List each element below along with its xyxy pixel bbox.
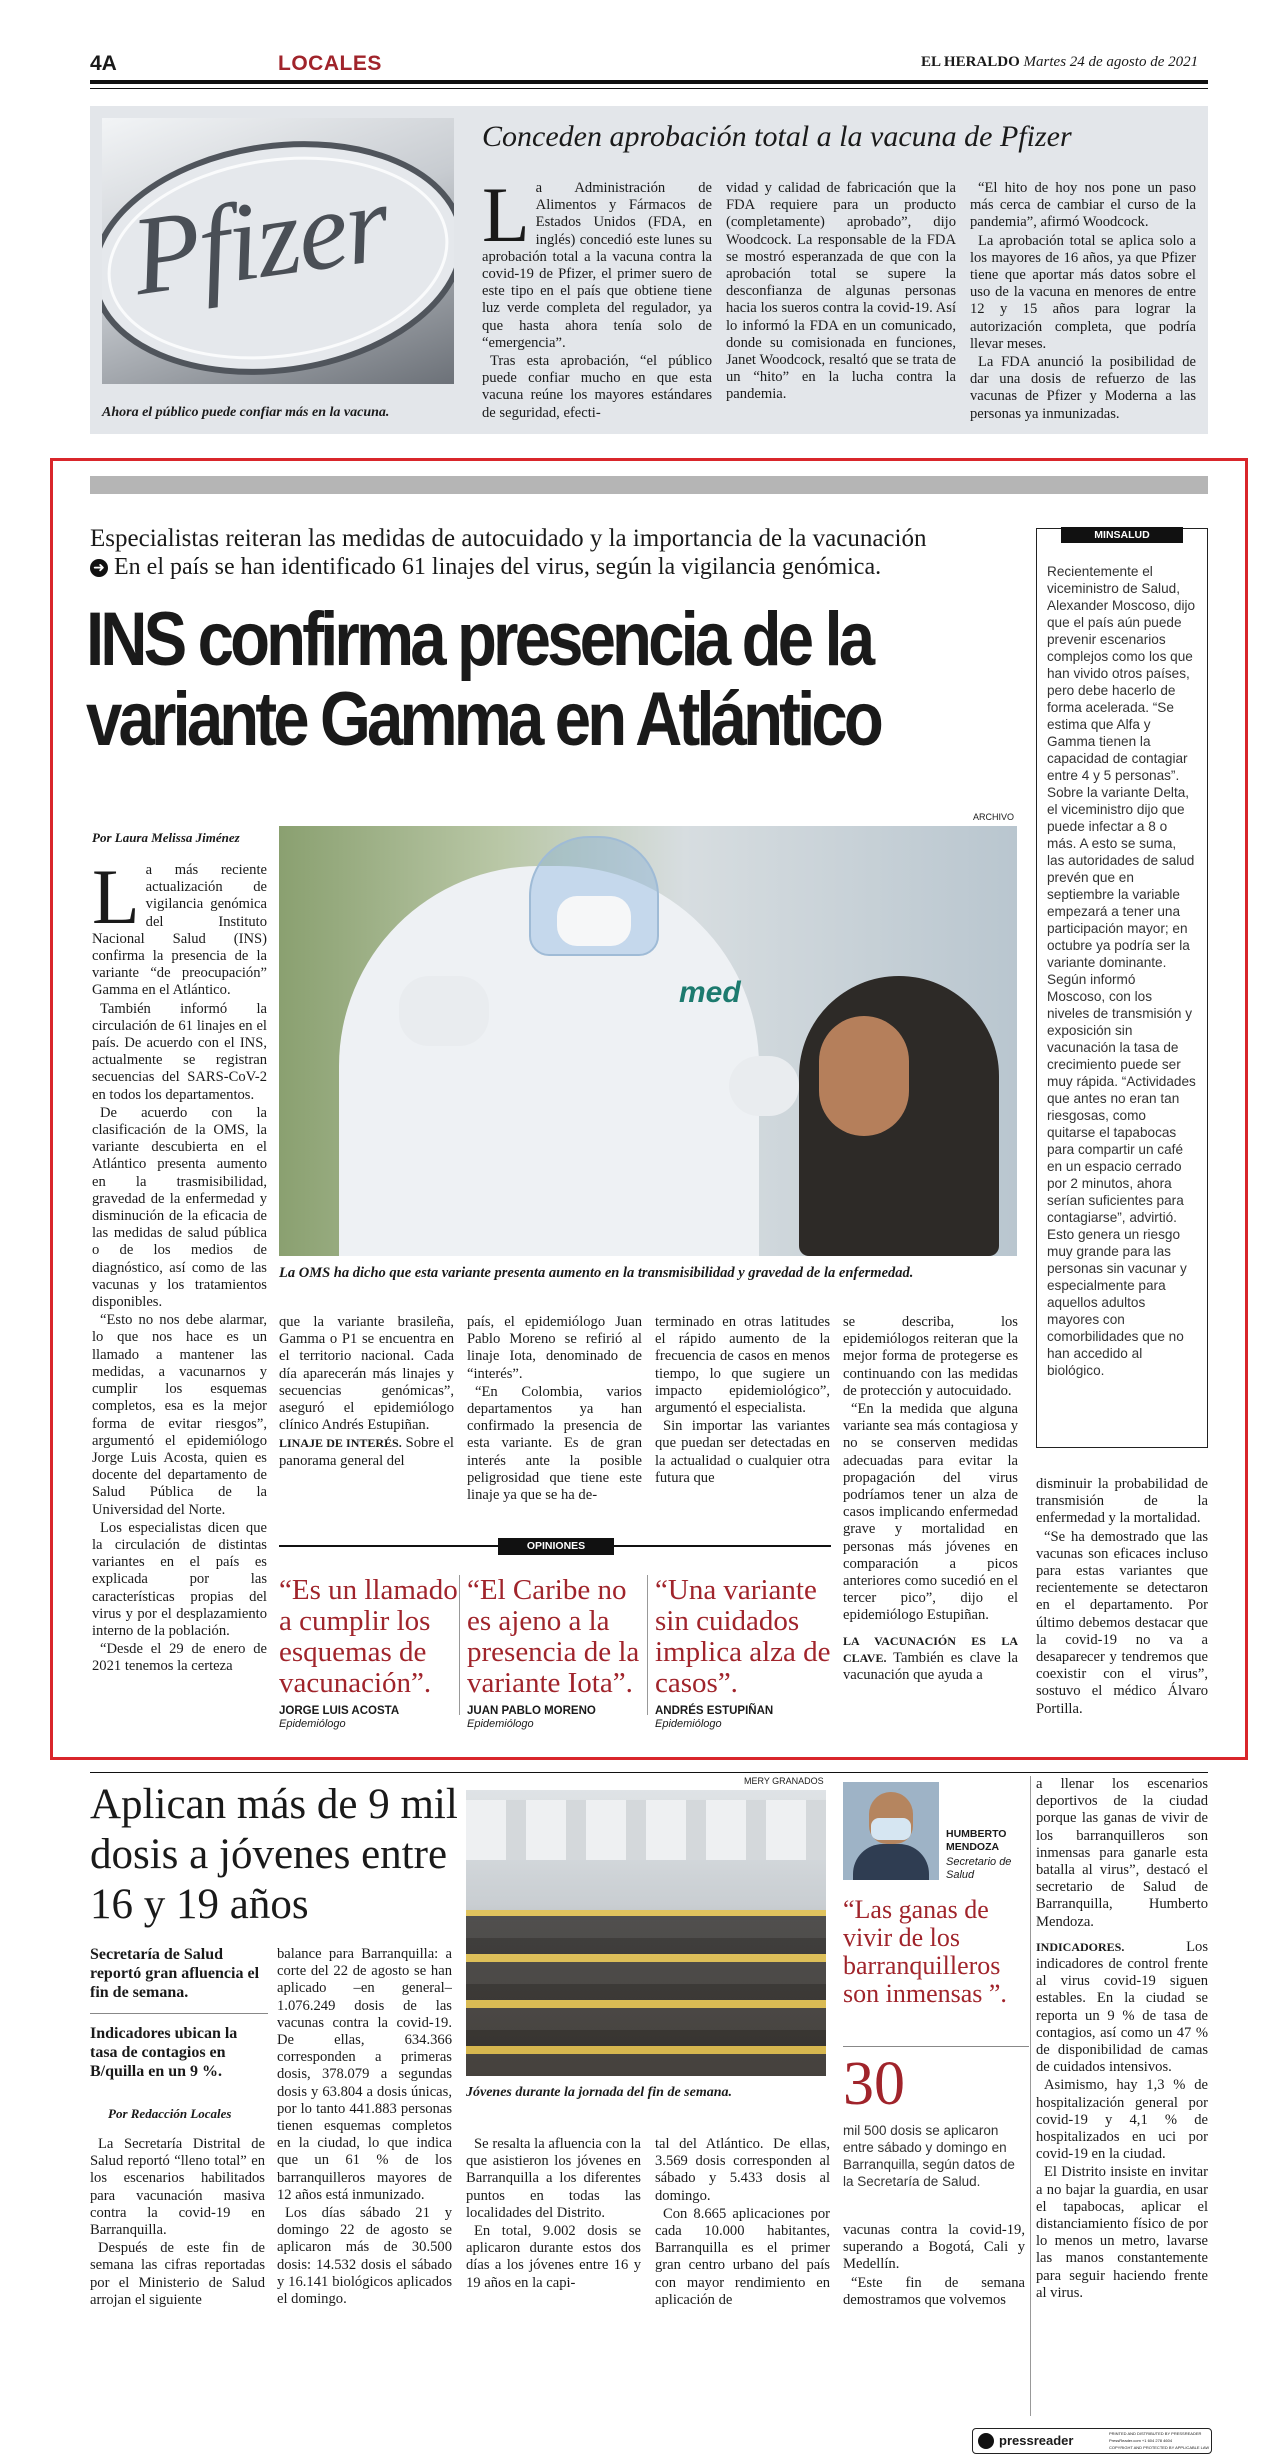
pressreader-brand: pressreader bbox=[999, 2433, 1074, 2448]
top-story-dropcap: L bbox=[482, 180, 530, 258]
main-lead: LA VACUNACIÓN ES LA CLAVE. bbox=[843, 1633, 1018, 1665]
top-story-col-1 bbox=[482, 180, 712, 430]
opinion-role: Epidemiólogo bbox=[467, 1718, 534, 1730]
bottom-col-3 bbox=[466, 2136, 641, 2406]
pfizer-logo-text: Pfizer bbox=[124, 160, 395, 320]
main-text: “En Colombia, varios departamentos ya han confirmado la presencia de esta variante. Es de gran interés ante la posible peligrosidad que tiene este linaje ya que se ha de- bbox=[467, 1383, 642, 1504]
page-number: 4A bbox=[90, 52, 117, 75]
bottom-col-6 bbox=[1036, 1776, 1208, 2412]
top-story-text: “El hito de hoy nos pone un paso más cerca de cambiar el curso de la pandemia”, afirmó Woodcock. bbox=[970, 180, 1196, 231]
section-label: LOCALES bbox=[278, 52, 382, 75]
bottom-text: Los indicadores de control frente al virus covid-19 siguen estables. En la ciudad se reporta un 9 % de tasa de contagios, así como un 47 % de disponibilidad de camas de cuidados intensivos. bbox=[1036, 1938, 1208, 2076]
bottom-text: Con 8.665 aplicaciones por cada 10.000 habitantes, Barranquilla es el primer gran centro urbano del país con mayor rendimiento en aplicación de bbox=[655, 2205, 830, 2308]
top-story-text: a Administración de Alimentos y Fármacos de Estados Unidos (FDA, en inglés) concedió este lunes su aprobación total a la vacuna contra la covid-19 de Pfizer, el primer suero de este tipo en el país que obtiene tiene luz verde completa del regulador, ya que hasta ahora tenía solo de “emergencia”. bbox=[482, 180, 712, 351]
main-dropcap: L bbox=[92, 862, 140, 940]
main-photo-caption: La OMS ha dicho que esta variante presenta aumento en la transmisibilidad y gravedad de la enfermedad. bbox=[279, 1265, 914, 1281]
quote-name: HUMBERTO MENDOZA bbox=[946, 1828, 1007, 1853]
sidebar-label: MINSALUD bbox=[1061, 527, 1183, 543]
opinion-item bbox=[655, 1575, 831, 1731]
main-text: También informó la circulación de 61 linajes en el país. De acuerdo con el INS, actualmente se registran secuencias del SARS-CoV-2 en todos los departamentos. bbox=[92, 1000, 267, 1103]
bottom-deck-2: Indicadores ubican la tasa de contagios en B/quilla en un 9 %. bbox=[90, 2025, 238, 2080]
arrow-right-icon: ➜ bbox=[90, 559, 108, 577]
top-story-caption: Ahora el público puede confiar más en la vacuna. bbox=[102, 405, 390, 420]
header-rule bbox=[90, 80, 1208, 84]
main-text bbox=[843, 1633, 1018, 1685]
main-text: Los especialistas dicen que la circulación de distintas variantes en el país es explicada por las características propias del virus y por el desplazamiento interno de la población. bbox=[92, 1519, 267, 1639]
main-col-6 bbox=[1036, 1476, 1208, 1726]
bottom-col-4 bbox=[655, 2136, 830, 2406]
opinion-divider bbox=[647, 1575, 648, 1715]
main-text: De acuerdo con la clasificación de la OMS, la variante descubierta en el Atlántico presenta aumento en la trasmisibilidad, gravedad de la enfermedad y disminución de la eficacia de las medidas de salud pública o de los medios de diagnóstico, así como de las vacunas y los tratamientos disponibles. bbox=[92, 1104, 267, 1311]
header-rule-thin bbox=[90, 88, 1208, 89]
bottom-col-5 bbox=[843, 2222, 1025, 2408]
top-story-text: vidad y calidad de fabricación que la FDA requiere para un producto (completamente) aprobado”, dijo Woodcock. La responsable de la FDA se mostró esperanzada de que con la aprobación total se supere la desconfianza de algunas personas hacia los sueros contra la covid-19. Así lo informó la FDA en un comunicado, donde su comisionada en funciones, Janet Woodcock, resaltó que se trata de un “hito” en la lucha contra la pandemia. bbox=[726, 180, 956, 403]
main-text: se describa, los epidemiólogos reiteran que la mejor forma de protegerse es continuando con las medidas de protección y autocuidado. bbox=[843, 1314, 1018, 1399]
opinions-label: OPINIONES bbox=[498, 1538, 614, 1555]
footer-fine-print: PressReader.com +1 604 278 4604 bbox=[1109, 2438, 1173, 2443]
top-story-col-2 bbox=[726, 180, 956, 430]
top-story-col-3 bbox=[970, 180, 1196, 430]
main-text: que la variante brasileña, Gamma o P1 se encuentra en el territorio nacional. Cada día aparecerán más linajes y secuencias genómicas”, aseguró el epidemiólogo clínico Andrés Estupiñan. bbox=[279, 1314, 454, 1434]
bottom-text: En total, 9.002 dosis se aplicaron durante estos dos días a los jóvenes entre 16 y 19 años en la capi- bbox=[466, 2223, 641, 2291]
bottom-text: Después de este fin de semana las cifras reportadas por el Ministerio de Salud arrojan el siguiente bbox=[90, 2240, 265, 2308]
main-text: También es clave la vacunación que ayuda a bbox=[843, 1649, 1018, 1684]
med-logo: med bbox=[679, 976, 741, 1009]
gray-bar bbox=[90, 476, 1208, 494]
main-photo bbox=[279, 826, 1017, 1256]
headline-line-1: INS confirma presencia de la bbox=[86, 597, 872, 682]
patient-face bbox=[819, 1016, 909, 1136]
main-subkicker-text: En el país se han identificado 61 linajes del virus, según la vigilancia genómica. bbox=[114, 554, 882, 580]
bottom-lead: INDICADORES. bbox=[1036, 1939, 1125, 1954]
top-story-text: La aprobación total se aplica solo a los mayores de 16 años, ya que Pfizer tiene que aportar más datos sobre el uso de la vacuna en menores de entre 12 y 15 años para lograr la autorización completa, que podría llevar meses. bbox=[970, 232, 1196, 352]
bottom-text: “Este fin de semana demostramos que volvemos bbox=[843, 2274, 1025, 2308]
bottom-text: El Distrito insiste en invitar a no bajar la guardia, en usar el tapabocas, aplicar el distanciamiento físico de por lo menos un metro, lavarse las manos constantemente para seguir haciendo frente al virus. bbox=[1036, 2164, 1208, 2301]
bottom-text: balance para Barranquilla: a corte del 22 de agosto se han aplicado –en general– 1.076.249 dosis de las vacunas contra la covid-19. De ellas, 634.366 corresponden a primeras dosis, 378.079 a segundas dosis y 63.804 a dosis únicas, por lo tanto 441.883 personas tienen esquemas completos en la ciudad, lo que indica que un 61 % de los barranquilleros mayores de 12 años está inmunizado. bbox=[277, 1946, 452, 2203]
headline-line-2: variante Gamma en Atlántico bbox=[86, 677, 880, 762]
column-divider bbox=[1030, 1776, 1031, 2416]
mendoza-pull-quote: “Las ganas de vivir de los barranquilleros son inmensas ”. bbox=[843, 1895, 1007, 2008]
main-text: país, el epidemiólogo Juan Pablo Moreno se refirió al linaje Iota, denominado de “interés”. bbox=[467, 1314, 642, 1382]
opinion-divider bbox=[459, 1575, 460, 1715]
sidebar-text bbox=[1047, 563, 1197, 1443]
glove-right bbox=[729, 1056, 799, 1116]
main-text: “En la medida que alguna variante sea más contagiosa y no se conserven medidas adecuadas para evitar la propagación del virus podríamos tener un alza de casos implicando enfermedad grave y mortalidad en personas más jóvenes en comparación a picos anteriores como sucedió en el tercer pico”, dijo el epidemiólogo Estupiñan. bbox=[843, 1401, 1018, 1624]
main-text: terminado en otras latitudes el rápido aumento de la frecuencia de casos en menos tiempo, lo que sugiere un impacto epidemiológico”, argumentó el especialista. bbox=[655, 1314, 830, 1417]
bottom-text: Asimismo, hay 1,3 % de hospitalización general por covid-19 y 4,1 % de hospitalizados en uci por covid-19 en la ciudad. bbox=[1036, 2077, 1208, 2163]
minsalud-sidebar bbox=[1036, 528, 1208, 1448]
quote-rule bbox=[843, 2046, 1029, 2047]
main-subkicker bbox=[90, 554, 881, 581]
pressreader-footer bbox=[972, 2428, 1212, 2454]
bottom-photo-caption: Jóvenes durante la jornada del fin de semana. bbox=[466, 2085, 733, 2100]
top-story-title: Conceden aprobación total a la vacuna de Pfizer bbox=[482, 120, 1072, 153]
bottom-col-1 bbox=[90, 2136, 265, 2406]
opinion-item bbox=[279, 1575, 459, 1731]
opinion-name: JUAN PABLO MORENO bbox=[467, 1705, 596, 1717]
avatar-mask bbox=[871, 1818, 911, 1840]
bottom-text: vacunas contra la covid-19, superando a Bogotá, Cali y Medellín. bbox=[843, 2222, 1025, 2273]
opinion-role: Epidemiólogo bbox=[279, 1718, 346, 1730]
bottom-text: a llenar los escenarios deportivos de la ciudad porque las ganas de vivir de los barranquilleros son inmensas para ganarle esta batalla al virus”, destacó el secretario de Salud de Barranquilla, Humberto Mendoza. bbox=[1036, 1776, 1208, 1930]
bottom-photo-credit: MERY GRANADOS bbox=[744, 1776, 824, 1786]
main-kicker: Especialistas reiteran las medidas de autocuidado y la importancia de la vacunación bbox=[90, 525, 927, 552]
main-text: “Desde el 29 de enero de 2021 tenemos la certeza bbox=[92, 1641, 267, 1675]
top-story-text: La FDA anunció la posibilidad de dar una dosis de refuerzo de las vacunas de Pfizer y Moderna a las personas ya inmunizadas. bbox=[970, 354, 1196, 422]
crowd-rows bbox=[466, 1910, 826, 2076]
main-col-5 bbox=[843, 1314, 1018, 1736]
main-text: “Se ha demostrado que las vacunas son eficaces incluso para estas variantes que recientemente se detectaron en el departamento. Por último debemos destacar que la covid-19 no va a desaparecer y tendremos que coexistir con el virus”, sostuvo el médico Álvaro Portilla. bbox=[1036, 1528, 1208, 1717]
main-lead: LINAJE DE INTERÉS. bbox=[279, 1436, 402, 1451]
main-text: disminuir la probabilidad de transmisión de la enfermedad y la mortalidad. bbox=[1036, 1476, 1208, 1527]
pressreader-logo-icon bbox=[978, 2433, 994, 2449]
main-text: a más reciente actualización de vigilancia genómica del Instituto Nacional Salud (INS) confirma la presencia de la variante “de preocupación” Gamma en el Atlántico. bbox=[92, 862, 267, 999]
opinion-name: JORGE LUIS ACOSTA bbox=[279, 1705, 400, 1717]
top-story bbox=[90, 106, 1208, 434]
ceiling-lights bbox=[466, 1800, 826, 1860]
opinion-quote: “El Caribe no es ajeno a la presencia de la variante Iota”. bbox=[467, 1574, 640, 1699]
main-col-3 bbox=[467, 1314, 642, 1514]
publication-name bbox=[921, 54, 1198, 71]
main-text bbox=[279, 1435, 454, 1469]
opinion-role: Epidemiólogo bbox=[655, 1718, 722, 1730]
publication-date: Martes 24 de agosto de 2021 bbox=[1023, 54, 1199, 70]
bottom-text: Se resalta la afluencia con la que asistieron los jóvenes en Barranquilla a los diferentes puntos en todas las localidades del Distrito. bbox=[466, 2136, 641, 2221]
bottom-deck-1: Secretaría de Salud reportó gran afluencia el fin de semana. bbox=[90, 1946, 260, 2001]
big-number-text: mil 500 dosis se aplicaron entre sábado y domingo en Barranquilla, según datos de la Secretaría de Salud. bbox=[843, 2123, 1015, 2189]
bottom-byline: Por Redacción Locales bbox=[108, 2106, 232, 2121]
sidebar-paragraph: Recientemente el viceministro de Salud, Alexander Moscoso, dijo que el país aún puede prevenir escenarios complejos como los que han vivido otros países, pero debe hacerlo de forma acelerada. “Se estima que Alfa y Gamma tienen la capacidad de contagiar entre 4 y 5 personas”. Sobre la variante Delta, el viceministro dijo que puede infectar a 8 o más. A esto se suma, las autoridades de salud prevén que en septiembre la variable empezará a tener una participación mayor; en octubre ya podría ser la variante dominante. Según informó Moscoso, con los niveles de transmisión y exposición sin vacunación la tasa de crecimiento puede ser muy rápida. “Actividades que antes no eran tan riesgosas, como quitarse el tapabocas para compartir un café en un espacio cerrado por 2 minutos, ahora serían suficientes para contagiarse”, advirtió. Esto genera un riesgo muy grande para las personas sin vacunar y especialmente para aquellos adultos mayores con comorbilidades que no han accedido al biológico. bbox=[1047, 564, 1196, 1378]
opinion-quote: “Una variante sin cuidados implica alza de casos”. bbox=[655, 1574, 831, 1699]
opinion-name: ANDRÉS ESTUPIÑAN bbox=[655, 1705, 774, 1717]
photo-credit: ARCHIVO bbox=[973, 812, 1015, 822]
main-col-4 bbox=[655, 1314, 830, 1514]
main-byline: Por Laura Melissa Jiménez bbox=[92, 830, 240, 845]
face-mask bbox=[557, 896, 631, 946]
opinion-item bbox=[467, 1575, 647, 1731]
footer-fine-print: COPYRIGHT AND PROTECTED BY APPLICABLE LAW bbox=[1109, 2445, 1210, 2450]
big-number: 30 bbox=[843, 2050, 905, 2118]
deck-rule bbox=[90, 2013, 268, 2014]
publication-title: EL HERALDO bbox=[921, 54, 1020, 70]
avatar-body bbox=[853, 1844, 929, 1880]
quote-role: Secretario de Salud bbox=[946, 1856, 1012, 1881]
bottom-text: tal del Atlántico. De ellas, 3.569 dosis corresponden al sábado y 5.433 dosis al domingo. bbox=[655, 2136, 830, 2204]
opinion-quote: “Es un llamado a cumplir los esquemas de vacunación”. bbox=[279, 1574, 458, 1699]
main-headline bbox=[86, 597, 894, 762]
bottom-text bbox=[1036, 1939, 1208, 2077]
main-col-1 bbox=[92, 862, 267, 1728]
bottom-text: La Secretaría Distrital de Salud reportó “lleno total” en los escenarios habilitados para vacunación masiva contra la covid-19 en Barranquilla. bbox=[90, 2136, 265, 2239]
bottom-photo bbox=[466, 1790, 826, 2076]
footer-fine-print: PRINTED AND DISTRIBUTED BY PRESSREADER bbox=[1109, 2431, 1202, 2436]
bottom-text: Los días sábado 21 y domingo 22 de agosto se aplicaron más de 30.500 dosis: 14.532 dosis el sábado y 16.141 biológicos aplicados el domingo. bbox=[277, 2205, 452, 2308]
bottom-top-rule bbox=[90, 1772, 1208, 1773]
glove-left bbox=[399, 976, 489, 1046]
main-col-2 bbox=[279, 1314, 454, 1534]
main-text: Sobre el panorama general del bbox=[279, 1435, 454, 1469]
bottom-headline: Aplican más de 9 mil dosis a jóvenes entre 16 y 19 años bbox=[90, 1781, 458, 1928]
main-text: Sin importar las variantes que puedan ser detectadas en la actualidad o cualquier otra futura que bbox=[655, 1418, 830, 1486]
pfizer-photo bbox=[102, 118, 454, 384]
mendoza-avatar bbox=[843, 1782, 939, 1880]
top-story-text: Tras esta aprobación, “el público puede confiar mucho en que esta vacuna reúne los mayores estándares de seguridad, efecti- bbox=[482, 353, 712, 421]
main-text: “Esto no nos debe alarmar, lo que nos hace es un llamado a mantener las medidas, a vacunarnos y cumplir los esquemas completos, esa es la mejor forma de evitar riesgos”, argumentó el epidemiólogo Jorge Luis Acosta, quien es docente del departamento de Salud Pública de la Universidad del Norte. bbox=[92, 1312, 267, 1518]
bottom-col-2 bbox=[277, 1946, 452, 2406]
